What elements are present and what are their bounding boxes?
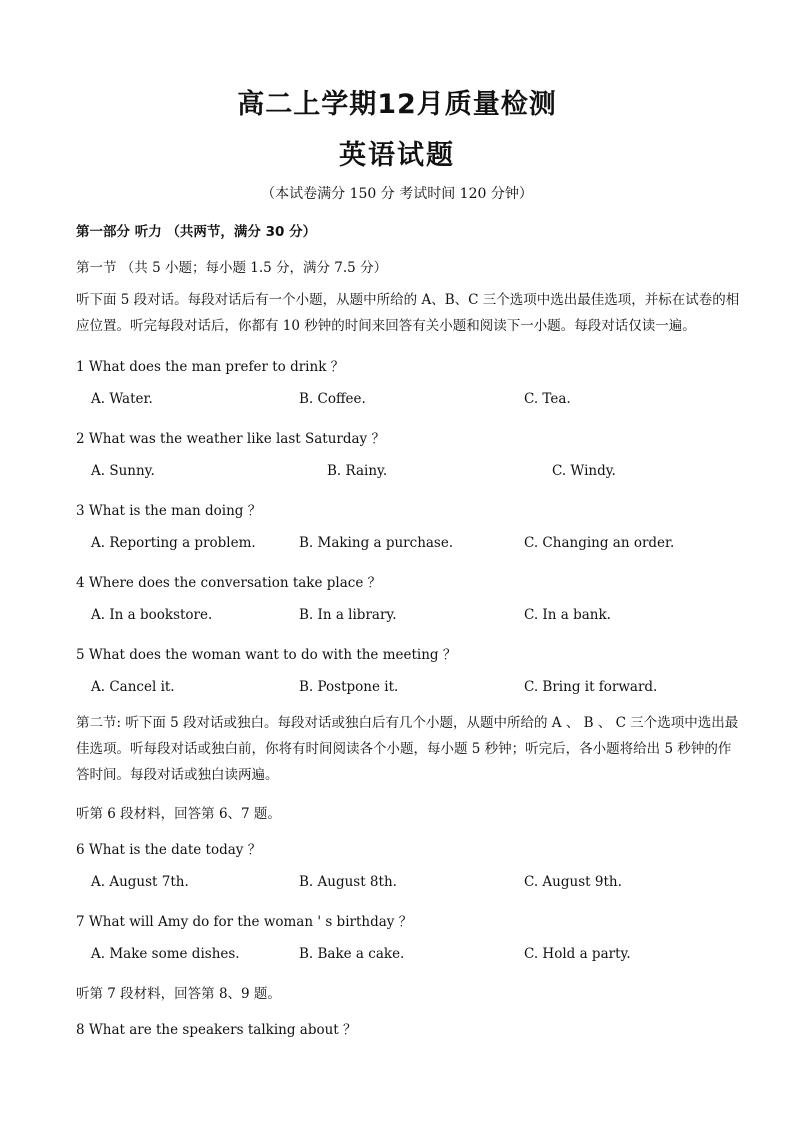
q5-option-b: B. Postpone it. (299, 679, 399, 695)
q5-option-a: A. Cancel it. (91, 679, 175, 695)
q2-option-a: A. Sunny. (91, 463, 155, 479)
exam-title: 高二上学期12月质量检测 (237, 89, 557, 120)
q4-option-a: A. In a bookstore. (91, 607, 213, 623)
question-4: 4 Where does the conversation take place ？ (76, 575, 382, 591)
q5-option-c: C. Bring it forward. (524, 679, 658, 695)
subject-title: 英语试题 (339, 140, 455, 171)
q6-option-a: A. August 7th. (91, 874, 189, 890)
question-3: 3 What is the man doing ？ (76, 503, 262, 519)
section2-instructions: 第二节: 听下面 5 段对话或独白。每段对话或独白后有几个小题，从题中所给的 A 、 B 、 C 三个选项中选出最佳选项。听每段对话或独白前，你将有时间阅读各个小题，每小题 5 秒钟；听完后，各小题将给出 5 秒钟的作答时间。每段对话或独白读两遍。 (76, 715, 739, 783)
q6-option-c: C. August 9th. (524, 874, 622, 890)
q6-option-b: B. August 8th. (299, 874, 397, 890)
question-2: 2 What was the weather like last Saturday ？ (76, 431, 385, 447)
material-6-heading: 听第 6 段材料，回答第 6、7 题。 (76, 806, 281, 822)
q3-option-a: A. Reporting a problem. (91, 535, 256, 551)
q4-option-b: B. In a library. (299, 607, 397, 623)
q3-option-b: B. Making a purchase. (299, 535, 454, 551)
section1-instructions: 听下面 5 段对话。每段对话后有一个小题，从题中所给的 A、B、C 三个选项中选出最佳选项，并标在试卷的相应位置。听完每段对话后，你都有 10 秒钟的时间来回答有关小题和阅读下一小题。每段对话仅读一遍。 (76, 292, 740, 334)
part1-heading: 第一部分 听力 （共两节，满分 30 分） (76, 224, 317, 240)
q3-option-c: C. Changing an order. (524, 535, 675, 551)
exam-note: （本试卷满分 150 分 考试时间 120 分钟） (261, 186, 533, 202)
q2-option-c: C. Windy. (552, 463, 616, 479)
q1-option-b: B. Coffee. (299, 391, 366, 407)
q1-option-a: A. Water. (91, 391, 153, 407)
q7-option-c: C. Hold a party. (524, 946, 631, 962)
section1-heading: 第一节 （共 5 小题；每小题 1.5 分，满分 7.5 分） (76, 260, 388, 276)
question-8: 8 What are the speakers talking about ？ (76, 1022, 357, 1038)
question-1: 1 What does the man prefer to drink ？ (76, 359, 345, 375)
question-5: 5 What does the woman want to do with the meeting ？ (76, 647, 457, 663)
material-7-heading: 听第 7 段材料，回答第 8、9 题。 (76, 986, 281, 1002)
q7-option-a: A. Make some dishes. (91, 946, 240, 962)
q2-option-b: B. Rainy. (327, 463, 388, 479)
question-7: 7 What will Amy do for the woman ' s birthday ？ (76, 914, 413, 930)
q4-option-c: C. In a bank. (524, 607, 611, 623)
q1-option-c: C. Tea. (524, 391, 571, 407)
q7-option-b: B. Bake a cake. (299, 946, 405, 962)
question-6: 6 What is the date today ？ (76, 842, 262, 858)
